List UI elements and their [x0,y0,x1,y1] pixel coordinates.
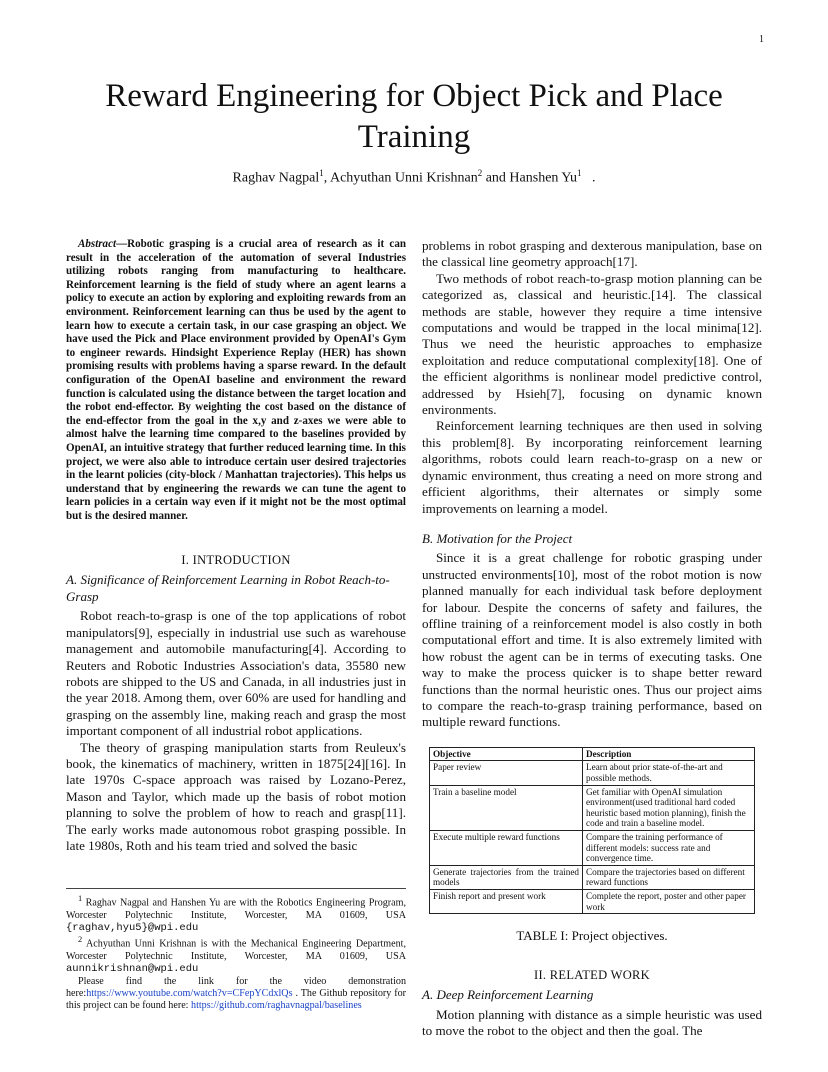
table-row [430,830,755,865]
section-heading-related-work: II. RELATED WORK [533,968,650,983]
table-cell: Learn about prior state-of-the-art and possible methods. [583,761,755,785]
paragraph: Motion planning with distance as a simple heuristic was used to move the robot to the object and then the goal. The [422,1006,762,1038]
paragraph: Reinforcement learning techniques are then used in solving this problem[8]. By incorporating reinforcement learning algorithms, robots could learn reach-to-grasp on a new or dynamic environment, thus creating a need on more strong and efficient algorithms, their alternates or simply some improvements on learning a model. [422,418,762,516]
table-row [430,865,755,889]
subsection-heading-significance: A. Significance of Reinforcement Learning in Robot Reach-to-Grasp [66,572,390,604]
affiliation-mark: 2 [477,168,483,178]
paragraph: Robot reach-to-grasp is one of the top applications of robot manipulators[9], especially in industrial use such as warehouse management and automobile manufacturing[4]. According to Reuters and Robotic Industries Association's data, 35580 new robots are shipped to the US and Canada, in all industries just in the year 2018. Among them, over 60% are used for handling and grasping on the assembly line, making reach and grasp the most important component of all industrial robot applications. [66,608,406,739]
email-address: aunnikrishnan@wpi.edu [66,963,199,976]
table-cell: Execute multiple reward functions [430,830,583,865]
table-cell: Generate trajectories from the trained models [430,865,583,889]
email-address: {raghav,hyu5}@wpi.edu [66,921,199,934]
subsection-heading-deep-rl: A. Deep Reinforcement Learning [422,987,594,1003]
right-column [422,238,762,1039]
footnote [66,976,406,1013]
left-column [66,238,406,854]
table-cell: Get familiar with OpenAI simulation environment(used traditional hard coded heuristic based motion planning), finish the code and train a baseline model. [583,785,755,830]
objectives-table [429,747,755,914]
author-line [60,168,768,187]
table-header: Objective [430,747,583,761]
affiliation-mark: 1 [319,168,324,178]
abstract [66,238,406,523]
table-cell: Complete the report, poster and other paper work [583,889,755,913]
table-cell: Paper review [430,761,583,785]
footnote-text: Raghav Nagpal and Hanshen Yu are with the Robotics Engineering Program, Worcester Polytechnic Institute, Worcester, MA 01609, USA [66,897,406,921]
table-row [430,785,755,830]
paragraph: problems in robot grasping and dexterous manipulation, base on the classical line geometry approach[17]. [422,238,762,270]
author-name: Raghav Nagpal [232,170,320,186]
table-cell: Compare the training performance of different models: success rate and convergence time. [583,830,755,865]
footnote-text: Achyuthan Unni Krishnan is with the Mechanical Engineering Department, Worcester Polytechnic Institute, Worcester, MA 01609, USA [66,938,406,962]
abstract-text: —Robotic grasping is a crucial area of research as it can result in the acceleration of the automation of several Industries utilizing robots ranging from manufacturing to healthcare. Reinforcement learning is the field of study where an agent learns a policy to execute an action by exploring and exploiting rewards from an environment. Reinforcement learning can thus be used by the agent to learn how to execute a certain task, in our case grasping an object. We have used the Pick and Place environment provided by OpenAI's Gym to engineer rewards. Hindsight Experience Replay (HER) has shown promising results with problems having a sparse reward. In the default configuration of the OpenAI baseline and environment the reward function is calculated using the distance between the target location and the robot end-effector. By weighting the cost based on the distance of the end-effector from the goal in the x,y and z-axes we were able to almost halve the learning time compared to the baselines provided by OpenAI, an intuitive strategy that further reduced learning time. In this project, we were also able to introduce certain user desired trajectories in the learnt policies (city-block / Manhattan trajectories). This helps us understand that by engineering the rewards we can tune the agent to learn policies in a certain way even if it might not be the most optimal but is the desired manner. [66,238,406,522]
table-cell: Train a baseline model [430,785,583,830]
author-name: and Hanshen Yu [482,170,577,186]
table-row [430,761,755,785]
paragraph: Two methods of robot reach-to-grasp motion planning can be categorized as, classical and heuristic.[14]. The classical methods are stable, however they require a time intensive computations and would be trapped in the local minima[12]. Thus we need the heuristic approaches to emphasize exploitation and reduce computational complexity[18]. One of the efficient algorithms is nonlinear model predictive control, addressed by Hsieh[7], focusing on dynamic known environments. [422,270,762,418]
footnotes [66,888,406,1012]
table-cell: Compare the trajectories based on different reward functions [583,865,755,889]
video-link[interactable]: https://www.youtube.com/watch?v=CFepYCdxlQs [86,987,293,999]
table-header: Description [583,747,755,761]
footnote-text: . The Github repository for this project can be found here: [66,987,406,1012]
affiliation-mark: 1 [576,168,582,178]
footnote [66,934,406,975]
table-caption: TABLE I: Project objectives. [516,928,668,944]
table-cell: Finish report and present work [430,889,583,913]
author-name: , Achyuthan Unni Krishnan [323,170,478,186]
abstract-label: Abstract [78,238,117,250]
paragraph: The theory of grasping manipulation starts from Reuleux's book, the kinematics of machinery, written in 1875[24][16]. In late 1970s C-space approach was raised by Lozano-Perez, Mason and Taylor, which made up the basis of robot motion planning to solve the problem of how to reach and grasp[11]. The early works made autonomous robot grasping possible. In late 1980s, Roth and his team tried and solved the basic [66,739,406,853]
paragraph: Since it is a great challenge for robotic grasping under unstructed environments[10], most of the robot motion is now planned manually for each individual task before deployment for labour. Despite the concerns of safety and failures, the offline training of a reinforcement model is also costly in both computational effort and time. It is also extremely limited with how robust the agent can be in terms of executing tasks. One way to make the process quicker is to shape better reward functions than the normal heuristic ones. Thus our project aims to compare the reach-to-grasp training performance, based on multiple reward functions. [422,550,762,730]
footnote-mark: 2 [78,935,83,945]
footnote-mark: 1 [78,894,83,903]
paper-title: Reward Engineering for Object Pick and Place Training [105,78,723,155]
footnote-text: Please find the link for the video demonstration here: [66,975,406,999]
section-heading-introduction: I. INTRODUCTION [181,553,291,568]
table-header-row [430,747,755,761]
author-trailer: . [581,170,596,186]
footnote [66,893,406,934]
subsection-heading-motivation: B. Motivation for the Project [422,530,573,546]
github-link[interactable]: https://github.com/raghavnagpal/baselines [191,1000,362,1012]
table-row [430,889,755,913]
page-number: 1 [759,34,764,45]
